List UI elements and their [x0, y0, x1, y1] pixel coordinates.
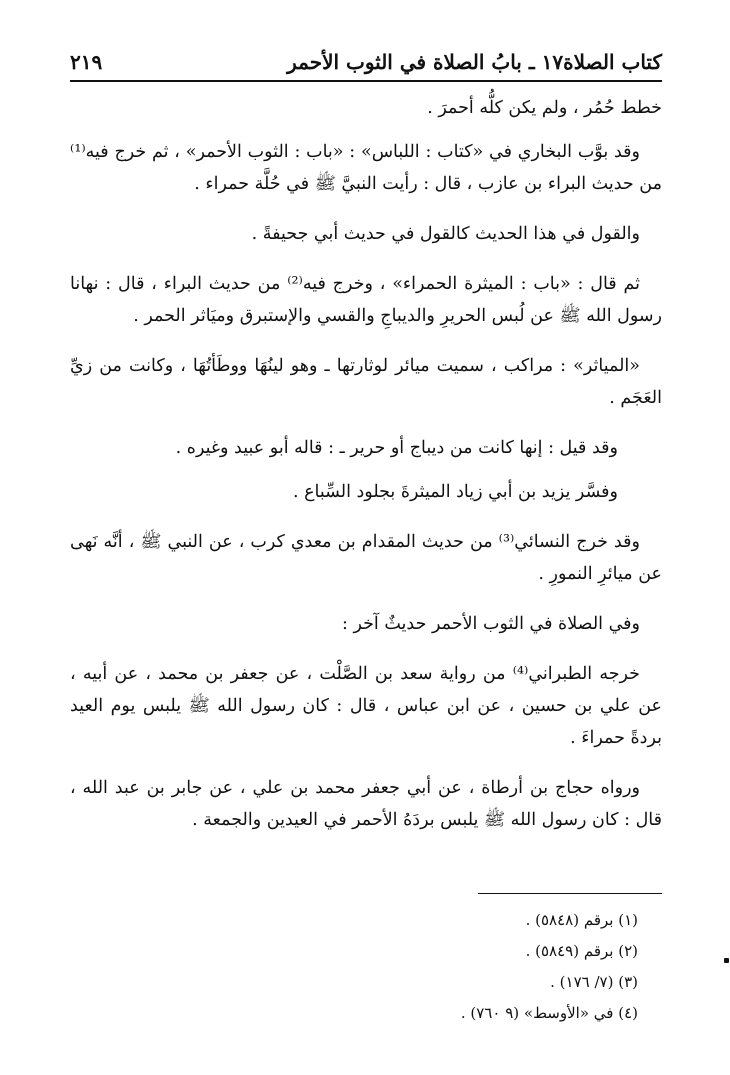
footnotes — [300, 905, 638, 1029]
footnote: (١) برقم (٥٨٤٨) . — [525, 911, 638, 929]
chapter-title: ١٧ ـ بابُ الصلاة في الثوب الأحمر — [287, 50, 564, 74]
book-title: كتاب الصلاة — [563, 50, 662, 74]
paragraph: ورواه حجاج بن أرطاة ، عن أبي جعفر محمد بن علي ، عن جابر بن عبد الله ، قال : كان رسول الله ﷺ يلبس بردَهُ الأحمر في العيدين والجمعة . — [70, 778, 662, 830]
paragraph: خرجه الطبراني⁽⁴⁾ من رواية سعد بن الصَّلْت ، عن جعفر بن محمد ، عن أبيه ، عن علي بن حسين ، عن ابن عباس ، قال : كان رسول الله ﷺ يلبس يوم العيد بردةً حمراءَ . — [70, 664, 662, 748]
paragraph: خطط حُمُر ، ولم يكن كلُّه أحمرَ . — [427, 98, 662, 118]
paragraph: وفسَّر يزيد بن أبي زياد الميثرةَ بجلود السِّباع . — [292, 482, 618, 502]
page-number: ٢١٩ — [70, 50, 103, 74]
paragraph: وقد قيل : إنها كانت من ديباج أو حرير ـ : قاله أبو عبيد وغيره . — [175, 438, 618, 458]
scan-mark — [724, 958, 729, 963]
paragraph: «المياثر» : مراكب ، سميت ميائر لوثارتها ـ وهو لينُهَا ووطَأتُهَا ، وكانت من زيِّ العَجَم . — [70, 356, 662, 408]
footnote: (٤) في «الأوسط» (٩ ٧٦٠) . — [460, 1004, 638, 1022]
running-header — [70, 46, 662, 82]
paragraph: ثم قال : «باب : الميثرة الحمراء» ، وخرج فيه⁽²⁾ من حديث البراء ، قال : نهانا رسول الله ﷺ عن لُبس الحريرِ والديباجِ والقسي والإستبرق وميَاثر الحمر . — [70, 274, 662, 326]
paragraph: وقد بوَّب البخاري في «كتاب : اللباس» : «باب : الثوب الأحمر» ، ثم خرج فيه⁽¹⁾ من حديث البراء بن عازب ، قال : رأيت النبيَّ ﷺ في حُلَّة حمراء . — [70, 142, 662, 194]
footnote: (٣) (٧/ ١٧٦) . — [550, 973, 638, 991]
footnote-separator — [478, 893, 662, 894]
paragraph: وقد خرج النسائي⁽³⁾ من حديث المقدام بن معدي كرب ، عن النبي ﷺ ، أنَّه نَهى عن ميائرِ النمورِ . — [70, 532, 662, 584]
paragraph: والقول في هذا الحديث كالقول في حديث أبي جحيفةً . — [251, 224, 640, 244]
paragraph: وفي الصلاة في الثوب الأحمر حديثٌ آخر : — [342, 614, 640, 634]
main-text — [70, 92, 662, 854]
footnote: (٢) برقم (٥٨٤٩) . — [525, 942, 638, 960]
